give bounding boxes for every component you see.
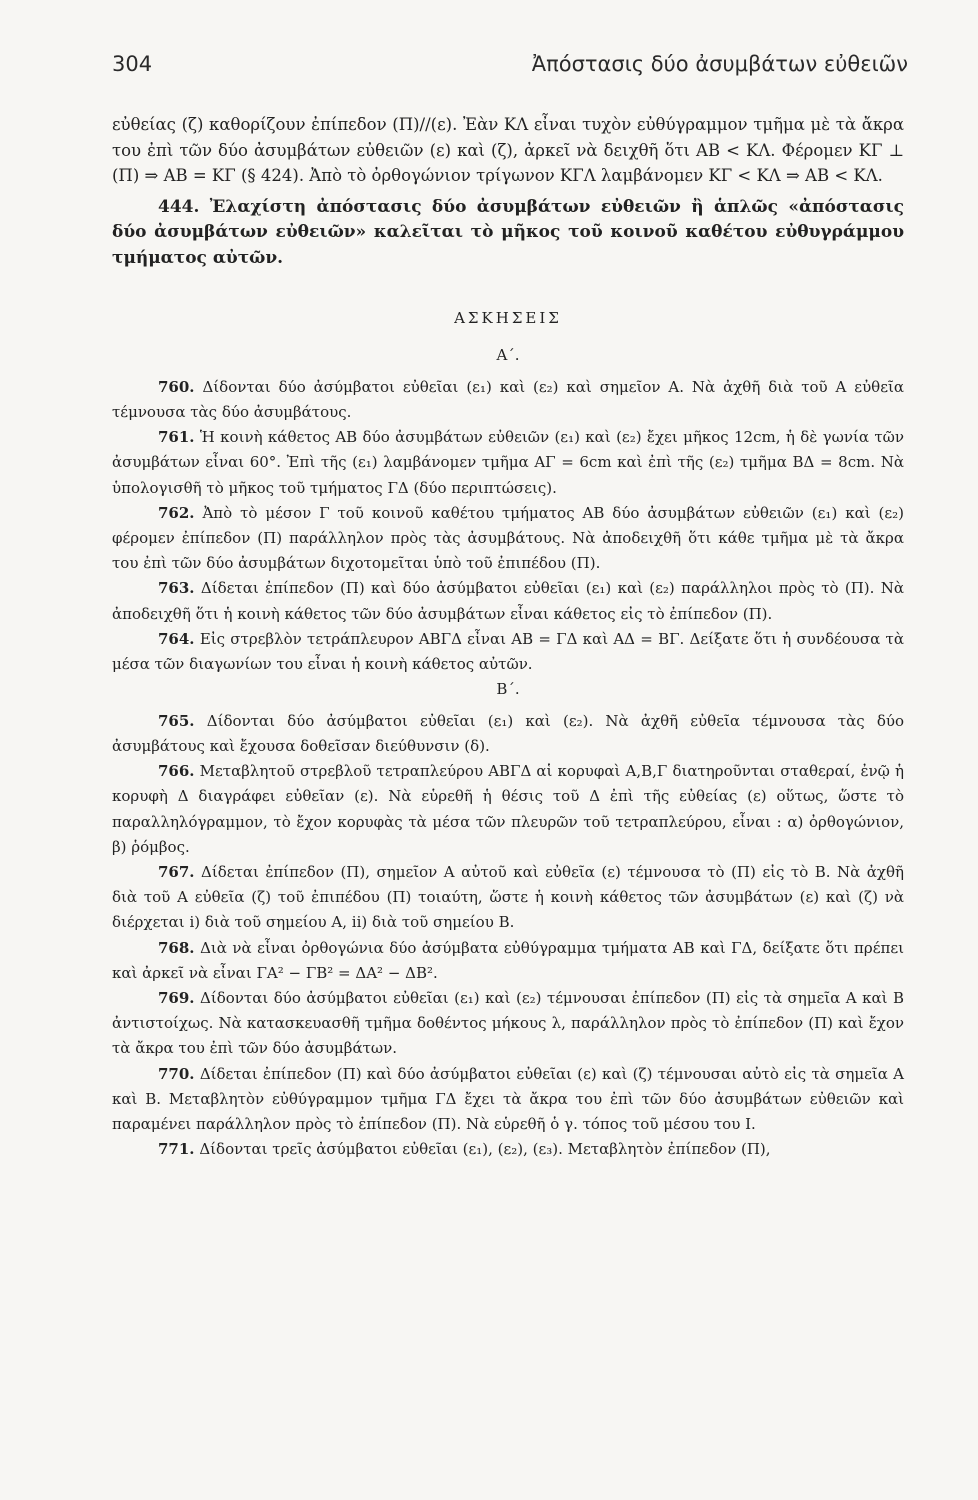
exercise-text: Εἰς στρεβλὸν τετράπλευρον ΑΒΓΔ εἶναι ΑΒ = ΓΔ καὶ ΑΔ = ΒΓ. Δείξατε ὅτι ἡ συνδέουσα τὰ μέσα τῶν διαγωνίων του εἶναι ἡ κοινὴ κάθετος αὐτῶν. (112, 629, 904, 673)
exercise-number: 767. (158, 863, 195, 881)
exercise-text: Μεταβλητοῦ στρεβλοῦ τετραπλεύρου ΑΒΓΔ αἱ κορυφαὶ Α,Β,Γ διατηροῦνται σταθεραί, ἐνῷ ἡ κορυφὴ Δ διαγράφει εὐθεῖαν (ε). Νὰ εὑρεθῆ ἡ θέσις τοῦ Δ ἐπὶ τῆς εὐθείας (ε) οὕτως, ὥστε τὸ παραλληλόγραμμον, τὸ ἔχον κορυφὰς τὰ μέσα τῶν πλευρῶν τοῦ τετραπλεύρου, εἶναι : α) ὀρθογώνιον, β) ῥόμβος. (112, 762, 904, 856)
section-b-heading: Β΄. (496, 680, 520, 699)
exercise-text: Δίδεται ἐπίπεδον (Π), σημεῖον Α αὐτοῦ καὶ εὐθεῖα (ε) τέμνουσα τὸ (Π) εἰς τὸ Β. Νὰ ἀχθῆ διὰ τοῦ Α εὐθεῖα (ζ) τοῦ ἐπιπέδου (Π) τοιαύτη, ὥστε ἡ κοινὴ κάθετος τῶν ἀσυμβάτων (ε) καὶ (ζ) νὰ διέρχεται i) διὰ τοῦ σημείου Α, ii) διὰ τοῦ σημείου Β. (112, 863, 904, 932)
exercise-text: Διὰ νὰ εἶναι ὀρθογώνια δύο ἀσύμβατα εὐθύγραμμα τμήματα ΑΒ καὶ ΓΔ, δείξατε ὅτι πρέπει καὶ ἀρκεῖ νὰ εἶναι ΓΑ² − ΓΒ² = ΔΑ² − ΔΒ². (112, 938, 904, 982)
exercise-761 (112, 425, 904, 501)
exercise-770 (112, 1062, 904, 1138)
exercise-number: 760. (158, 377, 195, 396)
exercise-762 (112, 501, 904, 577)
exercise-number: 766. (158, 762, 195, 781)
exercise-766 (112, 759, 904, 860)
exercise-768 (112, 936, 904, 986)
exercise-769 (112, 986, 904, 1062)
exercise-text: Δίδονται δύο ἀσύμβατοι εὐθεῖαι (ε₁) καὶ (ε₂). Νὰ ἀχθῆ εὐθεῖα τέμνουσα τὰς δύο ἀσυμβάτους καὶ ἔχουσα δοθεῖσαν διεύθυνσιν (δ). (112, 711, 905, 755)
exercise-number: 762. (158, 503, 195, 522)
exercise-771 (112, 1137, 904, 1162)
exercise-number: 761. (158, 428, 195, 447)
definition-paragraph (112, 195, 904, 272)
exercise-number: 765. (158, 711, 195, 730)
exercise-text: Δίδονται δύο ἀσύμβατοι εὐθεῖαι (ε₁) καὶ (ε₂) καὶ σημεῖον Α. Νὰ ἀχθῆ διὰ τοῦ Α εὐθεῖα τέμνουσα τὰς δύο ἀσυμβάτους. (112, 377, 904, 421)
exercise-text: Δίδεται ἐπίπεδον (Π) καὶ δύο ἀσύμβατοι εὐθεῖαι (ε₁) καὶ (ε₂) παράλληλοι πρὸς τὸ (Π). Νὰ ἀποδειχθῆ ὅτι ἡ κοινὴ κάθετος τῶν δύο ἀσυμβάτων εἶναι κάθετος εἰς τὸ ἐπίπεδον (Π). (112, 579, 904, 623)
exercise-763 (112, 576, 904, 626)
exercise-number: 764. (158, 629, 195, 648)
definition-number: 444. (158, 196, 200, 217)
exercise-765 (112, 709, 904, 759)
page-number: 304 (112, 52, 153, 76)
exercise-number: 769. (158, 989, 195, 1008)
exercise-text: Δίδονται δύο ἀσύμβατοι εὐθεῖαι (ε₁) καὶ (ε₂) τέμνουσαι ἐπίπεδον (Π) εἰς τὰ σημεῖα Α καὶ Β ἀντιστοίχως. Νὰ κατασκευασθῆ τμῆμα δοθέντος μήκους λ, παράλληλον πρὸς τὸ ἐπίπεδον (Π) καὶ ἔχον τὰ ἄκρα του ἐπὶ τῶν δύο ἀσυμβάτων. (112, 989, 904, 1058)
exercise-text: Δίδεται ἐπίπεδον (Π) καὶ δύο ἀσύμβατοι εὐθεῖαι (ε) καὶ (ζ) τέμνουσαι αὐτὸ εἰς τὰ σημεῖα Α καὶ Β. Μεταβλητὸν εὐθύγραμμον τμῆμα ΓΔ ἔχει τὰ ἄκρα του ἐπὶ τῶν δύο ἀσυμβάτων εὐθειῶν καὶ παραμένει παράλληλον πρὸς τὸ ἐπίπεδον (Π). Νὰ εὑρεθῆ ὁ γ. τόπος τοῦ μέσου του Ι. (112, 1064, 904, 1134)
running-title: Ἀπόστασις δύο ἀσυμβάτων εὐθειῶν (531, 52, 908, 76)
exercise-number: 763. (158, 579, 195, 598)
exercise-764 (112, 627, 904, 677)
exercise-760 (112, 375, 904, 425)
intro-paragraph: εὐθείας (ζ) καθορίζουν ἐπίπεδον (Π)//(ε). Ἐὰν ΚΛ εἶναι τυχὸν εὐθύγραμμον τμῆμα μὲ τὰ ἄκρα του ἐπὶ τῶν δύο ἀσυμβάτων εὐθειῶν (ε) καὶ (ζ), ἀρκεῖ νὰ δειχθῆ ὅτι ΑΒ < ΚΛ. Φέρομεν ΚΓ ⊥ (Π) ⇒ ΑΒ = ΚΓ (§ 424). Ἀπὸ τὸ ὀρθογώνιον τρίγωνον ΚΓΛ λαμβάνομεν ΚΓ < ΚΛ ⇒ ΑΒ < ΚΛ. (112, 115, 904, 186)
exercise-number: 768. (158, 938, 195, 957)
exercise-text: Ἡ κοινὴ κάθετος ΑΒ δύο ἀσυμβάτων εὐθειῶν (ε₁) καὶ (ε₂) ἔχει μῆκος 12cm, ἡ δὲ γωνία τῶν ἀσυμβάτων εἶναι 60°. Ἐπὶ τῆς (ε₁) λαμβάνομεν τμῆμα ΑΓ = 6cm καὶ ἐπὶ τῆς (ε₂) τμῆμα ΒΔ = 8cm. Νὰ ὑπολογισθῆ τὸ μῆκος τοῦ τμήματος ΓΔ (δύο περιπτώσεις). (112, 428, 904, 497)
page-body (112, 112, 904, 1162)
exercise-number: 770. (158, 1064, 195, 1083)
exercise-767 (112, 860, 904, 936)
exercise-number: 771. (158, 1140, 195, 1159)
exercise-text: Δίδονται τρεῖς ἀσύμβατοι εὐθεῖαι (ε₁), (ε₂), (ε₃). Μεταβλητὸν ἐπίπεδον (Π), (199, 1140, 771, 1159)
exercises-heading: ΑΣΚΗΣΕΙΣ (454, 308, 562, 327)
definition-text: Ἐλαχίστη ἀπόστασις δύο ἀσυμβάτων εὐθειῶν ἢ ἁπλῶς «ἀπόστασις δύο ἀσυμβάτων εὐθειῶν» καλεῖται τὸ μῆκος τοῦ κοινοῦ καθέτου εὐθυγράμμου τμήματος αὐτῶν. (112, 196, 904, 268)
section-a-heading: Α΄. (496, 346, 520, 365)
exercise-text: Ἀπὸ τὸ μέσον Γ τοῦ κοινοῦ καθέτου τμήματος ΑΒ δύο ἀσυμβάτων εὐθειῶν (ε₁) καὶ (ε₂) φέρομεν ἐπίπεδον (Π) παράλληλον πρὸς τὰς ἀσυμβάτους. Νὰ ἀποδειχθῆ ὅτι κάθε τμῆμα μὲ τὰ ἄκρα του ἐπὶ τῶν δύο ἀσυμβάτων διχοτομεῖται ὑπὸ τοῦ ἐπιπέδου (Π). (112, 503, 904, 573)
